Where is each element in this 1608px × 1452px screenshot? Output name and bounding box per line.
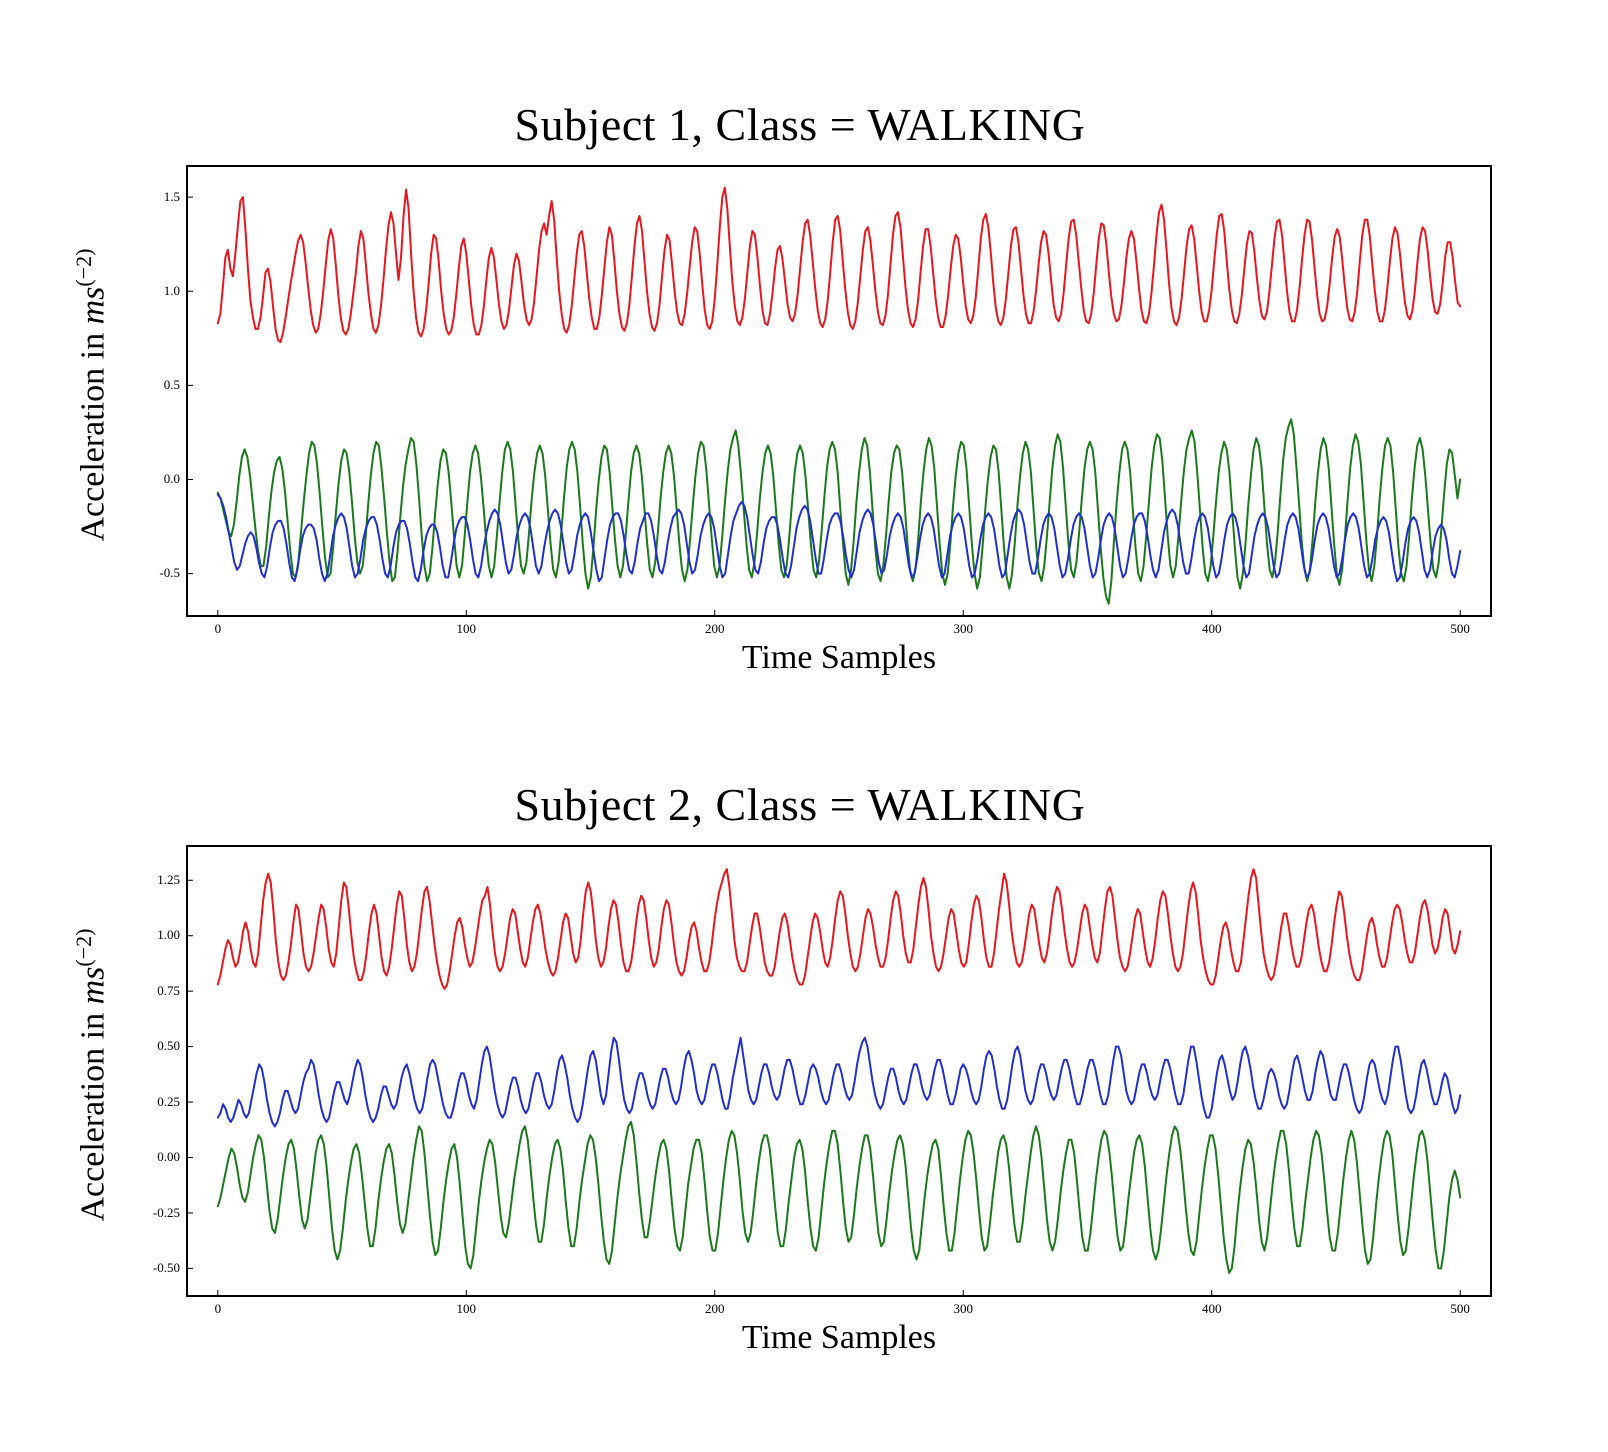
y-tick-label: 1.0: [163, 282, 180, 298]
y-axis-label-unit: ms: [74, 286, 112, 324]
x-tick-label: 300: [953, 620, 973, 636]
x-tick-label: 400: [1201, 620, 1222, 636]
y-tick-label: 0.00: [157, 1149, 180, 1165]
y-axis-label-unit: ms: [74, 966, 112, 1004]
x-tick-label: 200: [705, 1300, 725, 1316]
chart-panel-subject-1: [0, 100, 1608, 700]
y-tick-label: -0.50: [152, 1259, 180, 1275]
plot-axes: [159, 165, 1492, 636]
x-axis-label: Time Samples: [741, 1318, 937, 1356]
chart-panel-subject-2: [0, 780, 1608, 1400]
panel-title: Subject 1, Class = WALKING: [514, 99, 1086, 150]
line-series-body_acc_x: [218, 869, 1460, 989]
y-axis-label-prefix: Acceleration in: [74, 323, 112, 542]
plot-axes: [152, 845, 1492, 1316]
line-series-body_acc_z: [218, 1122, 1460, 1273]
y-axis-label: [56, 165, 112, 625]
y-tick-label: 0.0: [163, 471, 180, 487]
y-tick-label: 0.50: [157, 1038, 180, 1054]
x-tick-label: 300: [953, 1300, 973, 1316]
line-series-body_acc_x: [218, 187, 1460, 341]
y-axis-label-prefix: Acceleration in: [74, 1003, 112, 1222]
y-tick-label: 0.75: [157, 982, 180, 998]
y-tick-label: -0.5: [159, 565, 180, 581]
y-axis-label-exponent: (−2): [71, 928, 96, 967]
x-tick-label: 0: [214, 1300, 222, 1316]
series-canvas: [188, 847, 1490, 1295]
series-canvas: [188, 167, 1490, 615]
x-tick-label: 100: [456, 1300, 477, 1316]
x-tick-label: 400: [1201, 1300, 1222, 1316]
x-tick-label: 500: [1450, 1300, 1470, 1316]
y-tick-label: 1.5: [163, 188, 180, 204]
y-tick-label: -0.25: [152, 1204, 180, 1220]
line-series-body_acc_z: [218, 494, 1460, 581]
line-series-body_acc_y: [218, 1037, 1460, 1126]
y-tick-label: 0.5: [163, 376, 180, 392]
x-tick-label: 100: [456, 620, 477, 636]
x-tick-label: 500: [1450, 620, 1470, 636]
plot-area-wrapper: [0, 165, 1608, 676]
y-tick-label: 0.25: [157, 1093, 180, 1109]
y-tick-label: 1.25: [157, 871, 180, 887]
panel-title: Subject 2, Class = WALKING: [514, 779, 1086, 830]
line-series-body_acc_y: [218, 419, 1460, 603]
y-axis-label: [56, 845, 112, 1305]
x-tick-label: 200: [705, 620, 725, 636]
y-axis-label-exponent: (−2): [71, 248, 96, 287]
y-tick-label: 1.00: [157, 927, 180, 943]
x-axis-label: Time Samples: [741, 638, 937, 676]
x-tick-label: 0: [214, 620, 222, 636]
plot-area-wrapper: [0, 845, 1608, 1356]
